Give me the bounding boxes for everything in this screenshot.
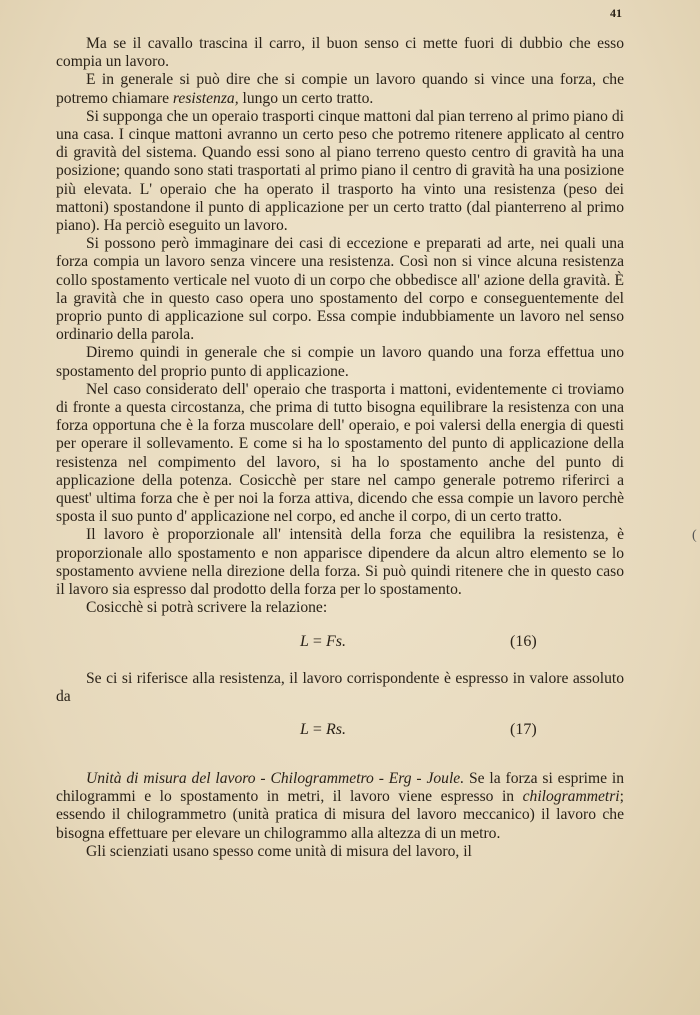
margin-mark: (	[692, 528, 697, 543]
formula-lhs: L	[300, 632, 309, 650]
paragraph: Ma se il cavallo trascina il carro, il buon senso ci mette fuori di dubbio che esso compia un lavoro.	[56, 35, 624, 71]
paragraph: Diremo quindi in generale che si compie un lavoro quando una forza effettua uno spostamento del proprio punto di applicazione.	[56, 344, 624, 380]
paragraph-text: E in generale si può dire che si compie un lavoro quando si vince una forza, che potremo chiamare	[56, 71, 624, 107]
paragraph: Gli scienziati usano spesso come unità di misura del lavoro, il	[86, 842, 472, 860]
paragraph: Se ci si riferisce alla resistenza, il lavoro corrispondente è espresso in valore assoluto da	[56, 669, 624, 705]
formula-expression	[300, 721, 346, 739]
formula-number: (16)	[510, 632, 537, 650]
formula-number: (17)	[510, 720, 537, 738]
formula-equals: =	[308, 720, 326, 738]
formula-16	[56, 624, 624, 660]
paragraph-text-tail: ; essendo il chilogrammetro (unità pratica di misura del lavoro meccanico) il lavoro che bisogna effettuare per elevare un chilogrammo alla altezza di un metro.	[56, 788, 624, 842]
formula-17	[56, 712, 624, 748]
paragraph: Si supponga che un operaio trasporti cinque mattoni dal pian terreno al primo piano di una casa. I cinque mattoni avranno un certo peso che potremo ritenere applicato al centro di gravità del sistema. Quando essi sono al piano terreno questo centro di gravità ha una posizione; quando sono stati trasportati al primo piano il centro di gravità ha una posizione più elevata. L' operaio che ha operato il trasporto ha vinto una resistenza (peso dei mattoni) spostandone il punto di applicazione per un certo tratto (dal pianterreno al primo piano). Ha perciò eseguito un lavoro.	[56, 107, 624, 235]
paragraph: Nel caso considerato dell' operaio che trasporta i mattoni, evidentemente ci troviamo di fronte a questa circostanza, che prima di tutto bisogna equilibrare la resistenza con una forza opportuna che è la forza muscolare dell' operaio, e poi valersi della energia di questi per operare il sollevamento. E come si ha lo spostamento del punto di applicazione della resistenza nel compimento del lavoro, si ha lo spostamento anche del punto di applicazione della potenza. Cosicchè per stare nel campo generale potremo riferirci a quest' ultima forza che è per noi la forza attiva, dicendo che essa compie un lavoro perchè sposta il suo punto d' applicazione nel corpo, ed anche il corpo, di un certo tratto.	[56, 380, 624, 526]
italic-term-chilogrammetri: chilogrammetri	[522, 788, 620, 806]
section-title: Unità di misura del lavoro - Chilogrammetro - Erg - Joule.	[86, 769, 465, 787]
paragraph-text-tail: lungo un certo tratto.	[238, 89, 374, 107]
page-content	[56, 35, 624, 861]
formula-lhs: L	[300, 720, 309, 738]
page-number: 41	[610, 6, 622, 20]
formula-rhs: Rs.	[325, 720, 346, 738]
formula-expression	[300, 633, 346, 651]
paragraph: Si possono però immaginare dei casi di eccezione e preparati ad arte, nei quali una forza compia un lavoro senza vincere una resistenza. Così non si vince alcuna resistenza collo spostamento verticale nel vuoto di un corpo che obbedisce all' azione della gravità. È la gravità che in questo caso opera uno spostamento del corpo e conseguentemente del proprio punto di applicazione sul corpo. Essa compie indubbiamente un lavoro nel senso ordinario della parola.	[56, 235, 624, 344]
section-paragraph-units	[56, 770, 624, 843]
paragraph-text: Se la forza si esprime in chilogrammi e lo spostamento in metri, il lavoro viene espresso in	[56, 769, 624, 806]
paragraph	[56, 71, 624, 107]
paragraph: Il lavoro è proporzionale all' intensità della forza che equilibra la resistenza, è proporzionale allo spostamento e non apparisce dipendere da alcun altro elemento se lo spostamento avviene nella direzione della forza. Si può quindi ritenere che in questo caso il lavoro sia espresso dal prodotto della forza per lo spostamento.	[56, 526, 624, 599]
formula-equals: =	[308, 632, 326, 650]
formula-rhs: Fs.	[325, 632, 346, 650]
paragraph: Cosicchè si potrà scrivere la relazione:	[86, 599, 328, 617]
italic-term-resistenza: resistenza,	[172, 89, 239, 107]
